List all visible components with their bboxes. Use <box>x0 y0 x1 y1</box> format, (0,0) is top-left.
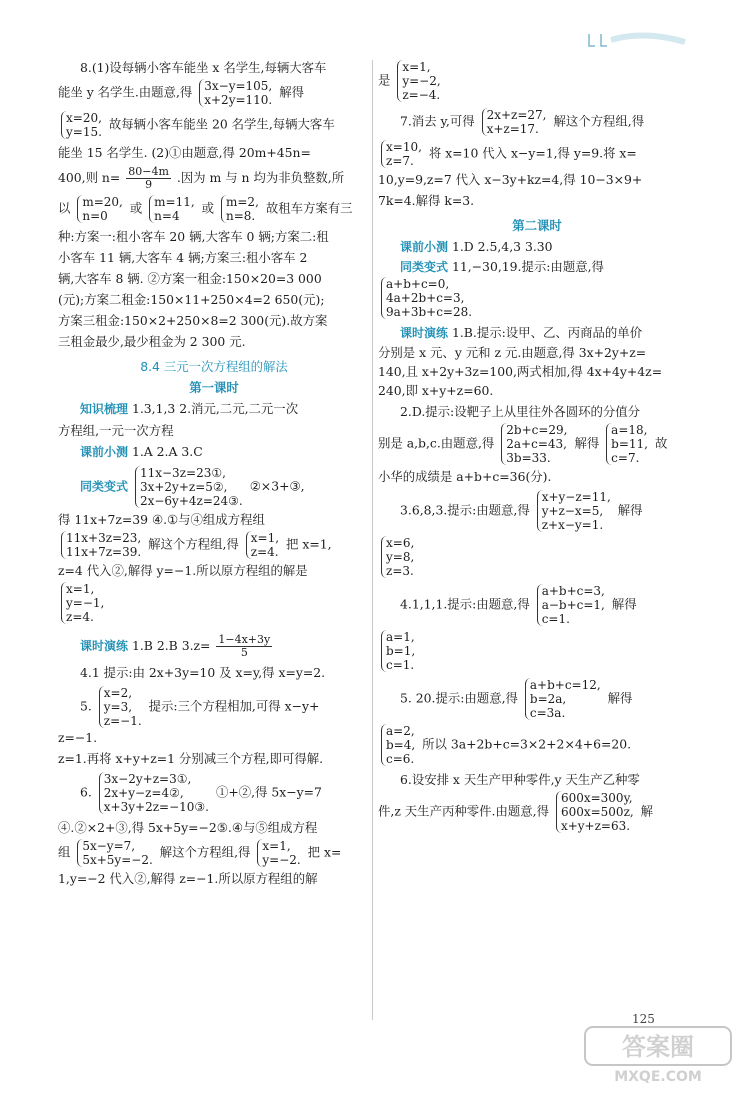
q8-line1: 8.(1)设每辆小客车能坐 x 名学生,每辆大客车 <box>80 60 327 75</box>
q2-solution: a=18, b=11, c=7. <box>606 423 648 465</box>
lesson-title-1: 第一课时 <box>189 380 239 395</box>
q8-fraction: $\frac{80-4m}{9}$ <box>128 166 169 191</box>
variant-line-2: 同类变式 11,−30,19.提示:由题意,得 <box>400 259 604 274</box>
q6-system2: 5x−y=7, 5x+5y=−2. <box>77 839 152 867</box>
variant-line4: z=4 代入②,解得 y=−1.所以原方程组的解是 <box>58 563 308 578</box>
q3-line1: 3.6,8,3.提示:由题意,得 x+y−z=11, y+z−x=5, z+x−y=1. 解得 <box>400 490 643 532</box>
q5r-system: a+b+c=12, b=2a, c=3a. <box>525 678 601 720</box>
watermark-logo <box>583 1025 733 1085</box>
variant-label-2: 同类变式 <box>400 260 449 274</box>
q7-system2: x=10, z=7. <box>381 140 422 168</box>
variant-system: 11x−3z=23①, 3x+2y+z=5②, 2x−6y+4z=24③. <box>135 466 243 508</box>
pre-class-label: 课前小测 <box>80 445 129 459</box>
q6-system3: x=1, y=−2. <box>257 839 300 867</box>
knowledge-summary: 知识梳理 1.3,1,3 2.消元,二元,二元一次 <box>80 401 299 416</box>
q7-line2: x=10, z=7. 将 x=10 代入 x−y=1,得 y=9.将 x= <box>378 140 696 168</box>
practice-q6-line4: 1,y=−2 代入②,解得 z=−1.所以原方程组的解 <box>58 871 318 886</box>
practice-2-line3: 140,且 x+2y+3z=100,两式相加,得 4x+4y+4z= <box>378 364 663 379</box>
practice-label: 课时演练 <box>80 639 129 653</box>
practice-q5: 5. x=2, y=3, z=−1. 提示:三个方程相加,可得 x−y+ <box>80 686 320 728</box>
variant-line: 同类变式 11x−3z=23①, 3x+2y+z=5②, 2x−6y+4z=24③. ②×3+③, <box>80 466 305 508</box>
pre-class-quiz-2: 课前小测 1.D 2.5,4,3 3.30 <box>400 239 553 254</box>
practice-2-line4: 240,即 x+y+z=60. <box>378 383 494 398</box>
q2-line2: 别是 a,b,c.由题意,得 2b+c=29, 2a+c=43, 3b=33. 解得 a=18, b=11, c=7. 故 <box>378 423 668 465</box>
right-column <box>378 60 696 833</box>
q3-solution-line <box>378 536 696 578</box>
header-decoration <box>585 26 695 56</box>
q8-line5: 400,则 n= $\frac{80-4m}{9}$ .因为 m 与 n 均为非负整数,所 <box>58 166 345 191</box>
q8-line4: 能坐 15 名学生. (2)①由题意,得 20m+45n= <box>58 145 311 160</box>
q2-line1: 2.D.提示:设靶子上从里往外各圆环的分值分 <box>400 404 641 419</box>
practice-q5-line2: z=−1. <box>58 730 98 745</box>
knowledge-line2: 方程组,一元一次方程 <box>58 423 174 438</box>
q8-line2: 能坐 y 名学生.由题意,得 3x−y=105, x+2y=110. 解得 <box>58 79 304 107</box>
q2-line3: 小华的成绩是 a+b+c=36(分). <box>378 469 552 484</box>
q5r-solution-line: a=2, b=4, c=6. 所以 3a+2b+c=3×2+2×4+6=20. <box>378 724 696 766</box>
variant-system-line-2 <box>378 277 696 319</box>
variant-system3: x=1, z=4. <box>246 531 279 559</box>
practice-label-2: 课时演练 <box>400 326 449 340</box>
q6r-system: 600x=300y, 600x=500z, x+y+z=63. <box>556 791 634 833</box>
q8-option-c: m=2, n=8. <box>221 195 259 223</box>
q8-line3: x=20, y=15. 故每辆小客车能坐 20 名学生,每辆大客车 <box>58 111 370 139</box>
practice-q5-line3: z=1.再将 x+y+z=1 分别减三个方程,即可得解. <box>58 751 324 766</box>
q8-line6: 以 m=20, n=0 或 m=11, n=4 或 m=2, n=8. 故租车方案有三 <box>58 195 353 223</box>
pre-class-label-2: 课前小测 <box>400 240 449 254</box>
q8-system1: 3x−y=105, x+2y=110. <box>199 79 272 107</box>
left-column <box>58 60 370 886</box>
variant-line3: 11x+3z=23, 11x+7z=39. 解这个方程组,得 x=1, z=4. 把 x=1, <box>58 531 370 559</box>
section-title: 8.4 三元一次方程组的解法 <box>140 359 288 374</box>
watermark-title: 答案圈 <box>622 1033 694 1061</box>
q8-line10: (元);方案二租金:150×11+250×4=2 650(元); <box>58 292 325 307</box>
watermark-url: MXQE.COM <box>614 1069 702 1085</box>
page-number: 125 <box>632 1012 655 1026</box>
q3-system: x+y−z=11, y+z−x=5, z+x−y=1. <box>537 490 611 532</box>
q8-line8: 小客车 11 辆,大客车 4 辆;方案三:租小客车 2 <box>58 250 308 265</box>
practice-line-2: 课时演练 1.B.提示:设甲、乙、丙商品的单价 <box>400 325 643 340</box>
column-divider <box>372 60 373 1020</box>
variant-label: 同类变式 <box>80 479 129 494</box>
q8-system2: x=20, y=15. <box>61 111 102 139</box>
q4-solution-line <box>378 630 696 672</box>
q8-line12: 三租金最少,最少租金为 2 300 元. <box>58 334 246 349</box>
q8-line7: 种:方案一:租小客车 20 辆,大客车 0 辆;方案二:租 <box>58 229 329 244</box>
practice-q6-line3: 组 5x−y=7, 5x+5y=−2. 解这个方程组,得 x=1, y=−2. 把 x= <box>58 839 342 867</box>
q6-system: 3x−2y+z=3①, 2x+y−z=4②, x+3y+2z=−10③. <box>99 772 209 814</box>
q6r-line2: 件,z 天生产丙种零件.由题意,得 600x=300y, 600x=500z, x+y+z=63. 解 <box>378 791 654 833</box>
q8-line11: 方案三租金:150×2+250×8=2 300(元).故方案 <box>58 313 328 328</box>
q7-line1: 7.消去 y,可得 2x+z=27, x+z=17. 解这个方程组,得 <box>400 108 645 136</box>
q3-solution: x=6, y=8, z=3. <box>381 536 414 578</box>
q5-system: x=2, y=3, z=−1. <box>99 686 142 728</box>
q7-system: 2x+z=27, x+z=17. <box>482 108 547 136</box>
q5r-line1: 5. 20.提示:由题意,得 a+b+c=12, b=2a, c=3a. 解得 <box>400 678 633 720</box>
practice-q6-line2: ④.②×2+③,得 5x+5y=−2⑤.④与⑤组成方程 <box>58 820 318 835</box>
variant-solution-system: x=1, y=−1, z=4. <box>61 582 104 624</box>
practice-q4: 4.1 提示:由 2x+3y=10 及 x=y,得 x=y=2. <box>80 665 326 680</box>
practice-q6: 6. 3x−2y+z=3①, 2x+y−z=4②, x+3y+2z=−10③. ①+②,得 5x−y=7 <box>80 772 322 814</box>
knowledge-label: 知识梳理 <box>80 402 129 416</box>
variant-solution <box>58 582 370 624</box>
q2-system: 2b+c=29, 2a+c=43, 3b=33. <box>501 423 567 465</box>
practice-line: 课时演练 1.B 2.B 3.z= $\frac{1-4x+3y}{5}$ <box>80 634 271 659</box>
variant-line2: 得 11x+7z=39 ④.①与④组成方程组 <box>58 512 265 527</box>
variant-system2: 11x+3z=23, 11x+7z=39. <box>61 531 141 559</box>
practice-fraction: $\frac{1-4x+3y}{5}$ <box>218 634 271 659</box>
pre-class-quiz: 课前小测 1.A 2.A 3.C <box>80 444 203 459</box>
q4-system: a+b+c=3, a−b+c=1, c=1. <box>537 584 605 626</box>
q7-line4: 7k=4.解得 k=3. <box>378 193 475 208</box>
carry-over-system: x=1, y=−2, z=−4. <box>397 60 440 102</box>
carry-over-solution: 是 x=1, y=−2, z=−4. <box>378 60 441 102</box>
q8-option-a: m=20, n=0 <box>77 195 123 223</box>
q5r-solution: a=2, b=4, c=6. <box>381 724 415 766</box>
q6r-line1: 6.设安排 x 天生产甲种零件,y 天生产乙种零 <box>400 772 640 787</box>
q8-option-b: m=11, n=4 <box>149 195 195 223</box>
lesson-title-2: 第二课时 <box>512 218 562 233</box>
q4-line1: 4.1,1,1.提示:由题意,得 a+b+c=3, a−b+c=1, c=1. 解得 <box>400 584 637 626</box>
q8-line9: 辆,大客车 8 辆. ②方案一租金:150×20=3 000 <box>58 271 322 286</box>
q7-line3: 10,y=9,z=7 代入 x−3y+kz=4,得 10−3×9+ <box>378 172 643 187</box>
q4-solution: a=1, b=1, c=1. <box>381 630 415 672</box>
practice-2-line2: 分别是 x 元、y 元和 z 元.由题意,得 3x+2y+z= <box>378 345 647 360</box>
variant-system-r: a+b+c=0, 4a+2b+c=3, 9a+3b+c=28. <box>381 277 472 319</box>
